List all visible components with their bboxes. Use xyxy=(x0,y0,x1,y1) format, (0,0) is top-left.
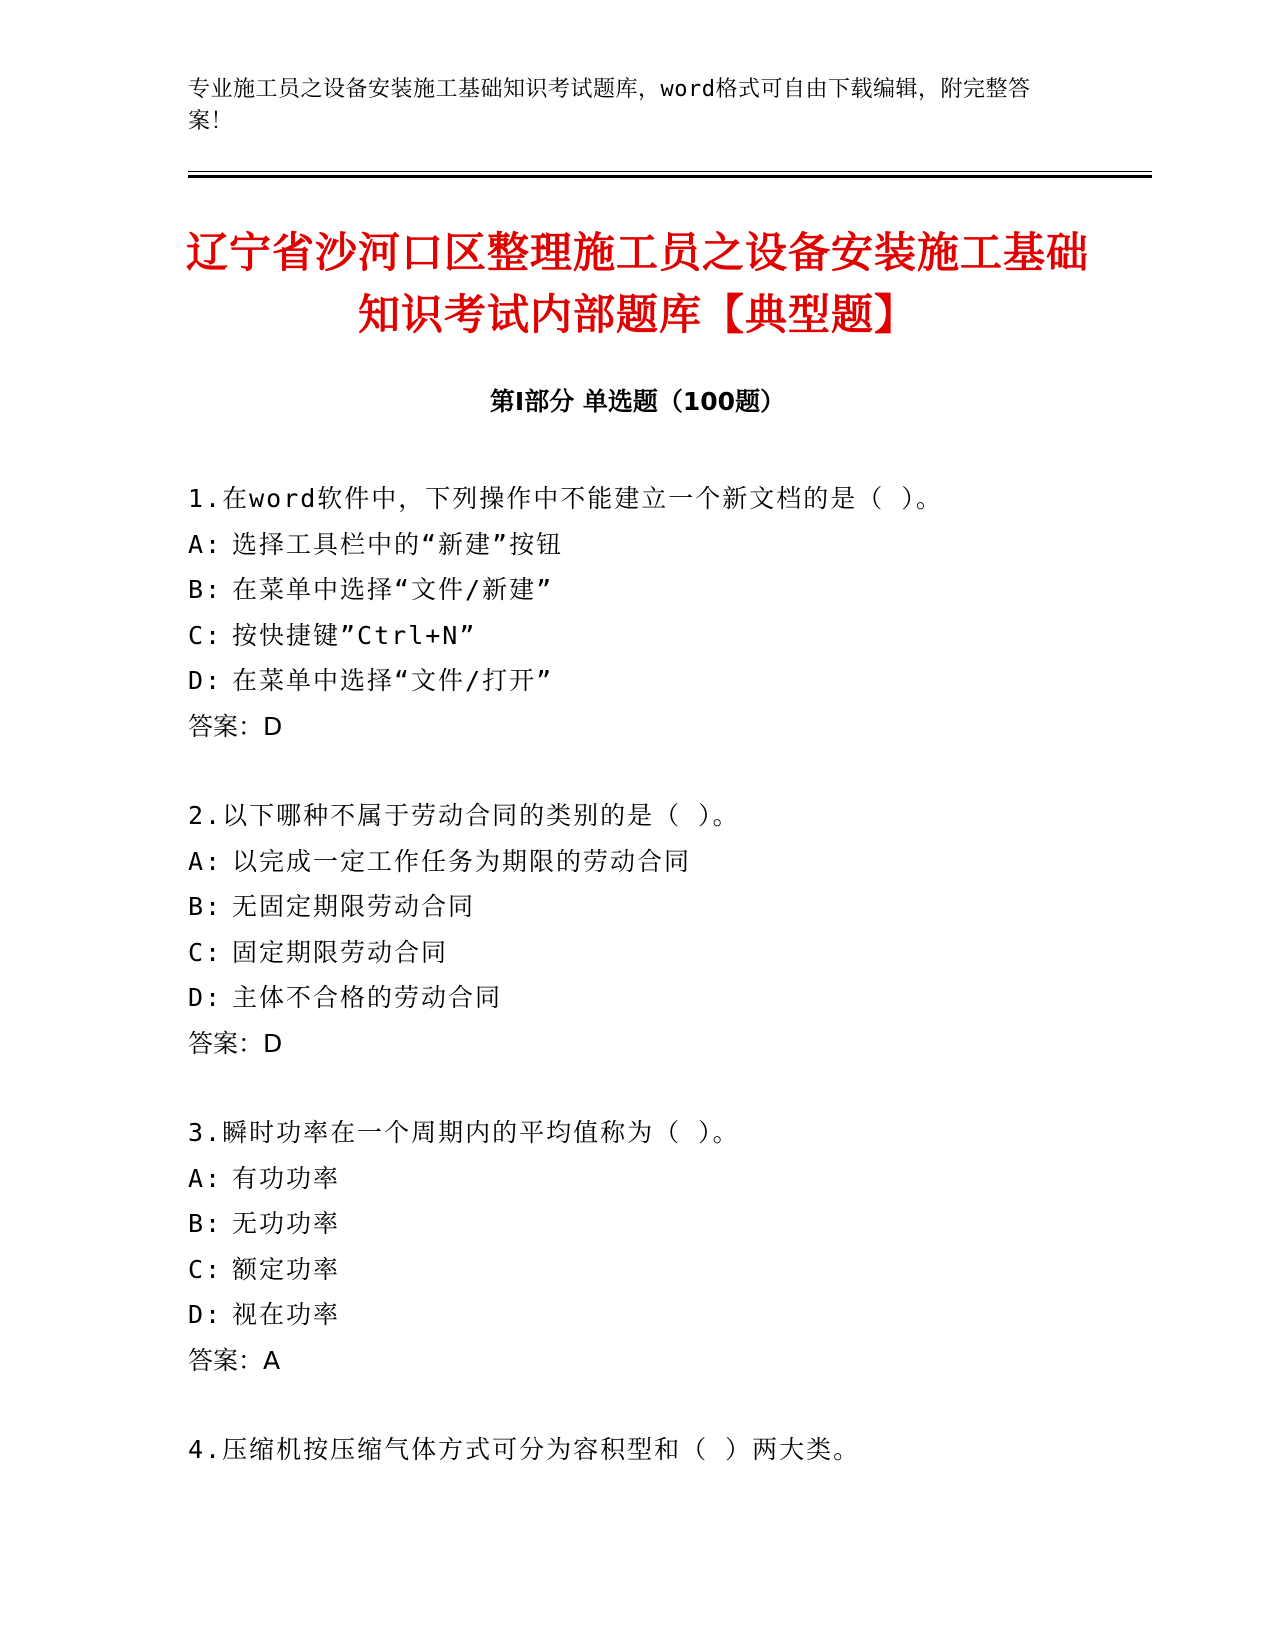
option-letter: C: xyxy=(188,1254,223,1284)
option-b xyxy=(188,1201,1148,1247)
option-letter: A: xyxy=(188,1163,223,1193)
header-note: 专业施工员之设备安装施工基础知识考试题库，word格式可自由下载编辑，附完整答案！ xyxy=(188,77,1031,134)
question-stem: 1.在word软件中，下列操作中不能建立一个新文档的是（ ）。 xyxy=(188,484,943,513)
question-1 xyxy=(188,476,1148,749)
option-a xyxy=(188,1156,1148,1202)
option-letter: C: xyxy=(188,620,223,650)
option-text: 固定期限劳动合同 xyxy=(232,937,449,967)
header-divider-thin xyxy=(188,171,1152,172)
option-letter: A: xyxy=(188,846,223,876)
option-a xyxy=(188,522,1148,568)
option-text: 视在功率 xyxy=(232,1300,341,1329)
document-title: 辽宁省沙河口区整理施工员之设备安装施工基础知识考试内部题库【典型题】 xyxy=(185,228,1089,339)
option-letter: B: xyxy=(188,575,223,604)
option-b xyxy=(188,884,1148,930)
option-letter: B: xyxy=(188,1209,223,1238)
option-c xyxy=(188,613,1148,659)
question-3 xyxy=(188,1110,1148,1383)
option-text: 以完成一定工作任务为期限的劳动合同 xyxy=(232,846,692,876)
option-text: 在菜单中选择“文件/打开” xyxy=(232,666,554,695)
option-text: 有功功率 xyxy=(232,1163,341,1193)
answer-line: 答案：D xyxy=(188,711,283,741)
option-c xyxy=(188,930,1148,976)
option-letter: B: xyxy=(188,892,223,921)
option-letter: D: xyxy=(188,666,223,695)
answer-line: 答案：A xyxy=(188,1345,281,1375)
option-text: 额定功率 xyxy=(232,1254,341,1284)
option-letter: D: xyxy=(188,1300,223,1329)
option-text: 选择工具栏中的“新建”按钮 xyxy=(232,529,564,559)
question-list xyxy=(188,476,1148,1517)
question-4 xyxy=(188,1427,1148,1473)
option-letter: D: xyxy=(188,983,223,1012)
header-divider-thick xyxy=(188,175,1152,178)
option-text: 无功功率 xyxy=(232,1209,341,1238)
question-stem: 3.瞬时功率在一个周期内的平均值称为（ ）。 xyxy=(188,1118,740,1147)
option-d xyxy=(188,975,1148,1021)
option-a xyxy=(188,839,1148,885)
option-letter: A: xyxy=(188,529,223,559)
question-2 xyxy=(188,793,1148,1066)
answer-line: 答案：D xyxy=(188,1028,283,1058)
section-heading: 第Ⅰ部分 单选题（100题） xyxy=(489,387,786,416)
option-c xyxy=(188,1247,1148,1293)
option-text: 主体不合格的劳动合同 xyxy=(232,983,503,1012)
option-text: 按快捷键”Ctrl+N” xyxy=(232,620,477,650)
option-text: 在菜单中选择“文件/新建” xyxy=(232,575,554,604)
option-b xyxy=(188,567,1148,613)
option-text: 无固定期限劳动合同 xyxy=(232,892,476,921)
question-stem: 4.压缩机按压缩气体方式可分为容积型和（ ）两大类。 xyxy=(188,1435,861,1464)
option-d xyxy=(188,1292,1148,1338)
question-stem: 2.以下哪种不属于劳动合同的类别的是（ ）。 xyxy=(188,801,740,830)
option-letter: C: xyxy=(188,937,223,967)
option-d xyxy=(188,658,1148,704)
